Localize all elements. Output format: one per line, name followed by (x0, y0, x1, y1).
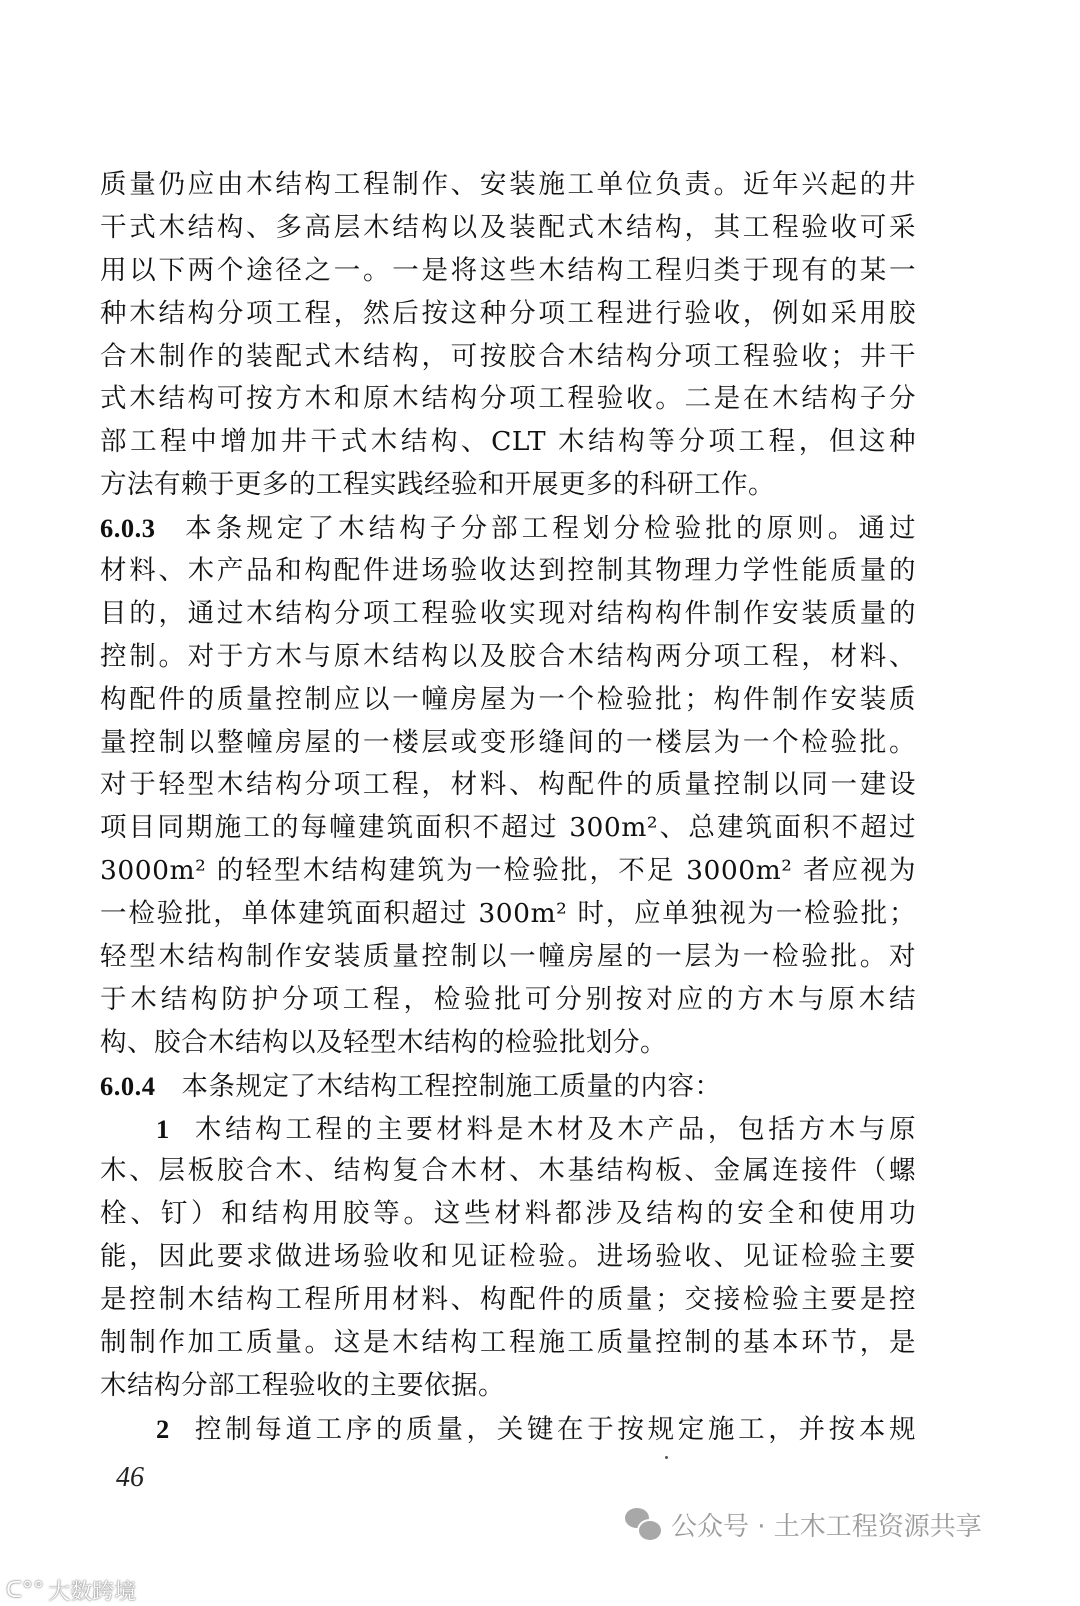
line-text: 构配件的质量控制应以一幢房屋为一个检验批；构件制作安装质 (100, 683, 916, 715)
line-text: 是控制木结构工程所用材料、构配件的质量；交接检验主要是控 (100, 1284, 916, 1316)
text-line (100, 1322, 916, 1365)
line-text: 材料、木产品和构配件进场验收达到控制其物理力学性能质量的 (100, 555, 916, 587)
text-line (100, 550, 916, 593)
line-text: 部工程中增加井干式木结构、CLT 木结构等分项工程，但这种 (100, 426, 916, 458)
text-line (100, 1150, 916, 1193)
watermark-text: 公众号 · 土木工程资源共享 (671, 1512, 982, 1542)
text-line (100, 807, 916, 850)
line-text: 3000m² 的轻型木结构建筑为一检验批，不足 3000m² 者应视为 (100, 855, 916, 887)
line-text: 对于轻型木结构分项工程，材料、构配件的质量控制以同一建设 (100, 769, 916, 801)
text-line (100, 207, 916, 250)
text-line (100, 1279, 916, 1322)
text-line (100, 979, 916, 1022)
section-heading-line (100, 1065, 916, 1108)
line-text: 本条规定了木结构子分部工程划分检验批的原则。通过 (181, 513, 916, 545)
text-line (100, 1365, 916, 1408)
wechat-icon (625, 1508, 663, 1542)
line-text: 控制。对于方木与原木结构以及胶合木结构两分项工程，材料、 (100, 640, 916, 672)
text-line (100, 850, 916, 893)
line-text: 木结构工程的主要材料是木材及木产品，包括方木与原 (191, 1113, 916, 1145)
page-number: 46 (116, 1462, 144, 1493)
list-item-line (100, 1108, 916, 1151)
line-text: 种木结构分项工程，然后按这种分项工程进行验收，例如采用胶 (100, 297, 916, 329)
line-text: 目的，通过木结构分项工程验收实现对结构构件制作安装质量的 (100, 597, 916, 629)
line-text: 干式木结构、多高层木结构以及装配式木结构，其工程验收可采 (100, 211, 916, 243)
line-text: 栓、钉）和结构用胶等。这些材料都涉及结构的安全和使用功 (100, 1198, 916, 1230)
text-line (100, 378, 916, 421)
line-text: 项目同期施工的每幢建筑面积不超过 300m²、总建筑面积不超过 (100, 812, 916, 844)
text-line (100, 421, 916, 464)
text-line (100, 1022, 916, 1065)
line-text: 合木制作的装配式木结构，可按胶合木结构分项工程验收；井干 (100, 340, 916, 372)
text-line (100, 336, 916, 379)
text-line (100, 936, 916, 979)
line-text: 轻型木结构制作安装质量控制以一幢房屋的一层为一检验批。对 (100, 941, 916, 973)
text-line (100, 764, 916, 807)
text-line (100, 250, 916, 293)
speck (665, 1456, 668, 1459)
line-text: 木、层板胶合木、结构复合木材、木基结构板、金属连接件（螺 (100, 1155, 916, 1187)
wechat-watermark (625, 1506, 982, 1543)
text-line (100, 464, 916, 507)
line-text: 木结构分部工程验收的主要依据。 (100, 1369, 505, 1401)
text-line (100, 636, 916, 679)
line-text: 能，因此要求做进场验收和见证检验。进场验收、见证检验主要 (100, 1241, 916, 1273)
line-text: 于木结构防护分项工程，检验批可分别按对应的方木与原木结 (100, 983, 916, 1015)
text-line (100, 293, 916, 336)
document-body (100, 164, 916, 1451)
line-text: 控制每道工序的质量，关键在于按规定施工，并按本规 (191, 1413, 916, 1445)
text-line (100, 722, 916, 765)
text-line (100, 679, 916, 722)
text-line (100, 593, 916, 636)
text-line (100, 1236, 916, 1279)
text-line (100, 164, 916, 207)
line-text: 质量仍应由木结构工程制作、安装施工单位负责。近年兴起的井 (100, 169, 916, 200)
line-text: 方法有赖于更多的工程实践经验和开展更多的科研工作。 (100, 469, 775, 501)
corner-watermark (6, 1575, 136, 1606)
section-number: 6.0.4 (100, 1070, 156, 1101)
line-text: 制制作加工质量。这是木结构工程施工质量控制的基本环节，是 (100, 1327, 916, 1359)
section-heading-line (100, 507, 916, 550)
text-line (100, 1193, 916, 1236)
watermark-text-left: 大数跨境 (48, 1580, 137, 1605)
line-text: 量控制以整幢房屋的一楼层或变形缝间的一楼层为一个检验批。 (100, 726, 916, 758)
line-text: 构、胶合木结构以及轻型木结构的检验批划分。 (100, 1026, 667, 1058)
item-number: 1 (156, 1113, 170, 1144)
line-text: 本条规定了木结构工程控制施工质量的内容： (181, 1070, 722, 1102)
logo-icon: ᑕ°° (6, 1578, 45, 1603)
line-text: 用以下两个途径之一。一是将这些木结构工程归类于现有的某一 (100, 254, 916, 286)
text-line (100, 893, 916, 936)
list-item-line (100, 1408, 916, 1451)
line-text: 一检验批，单体建筑面积超过 300m² 时，应单独视为一检验批； (100, 898, 916, 930)
section-number: 6.0.3 (100, 513, 156, 544)
item-number: 2 (156, 1413, 170, 1444)
line-text: 式木结构可按方木和原木结构分项工程验收。二是在木结构子分 (100, 383, 916, 415)
